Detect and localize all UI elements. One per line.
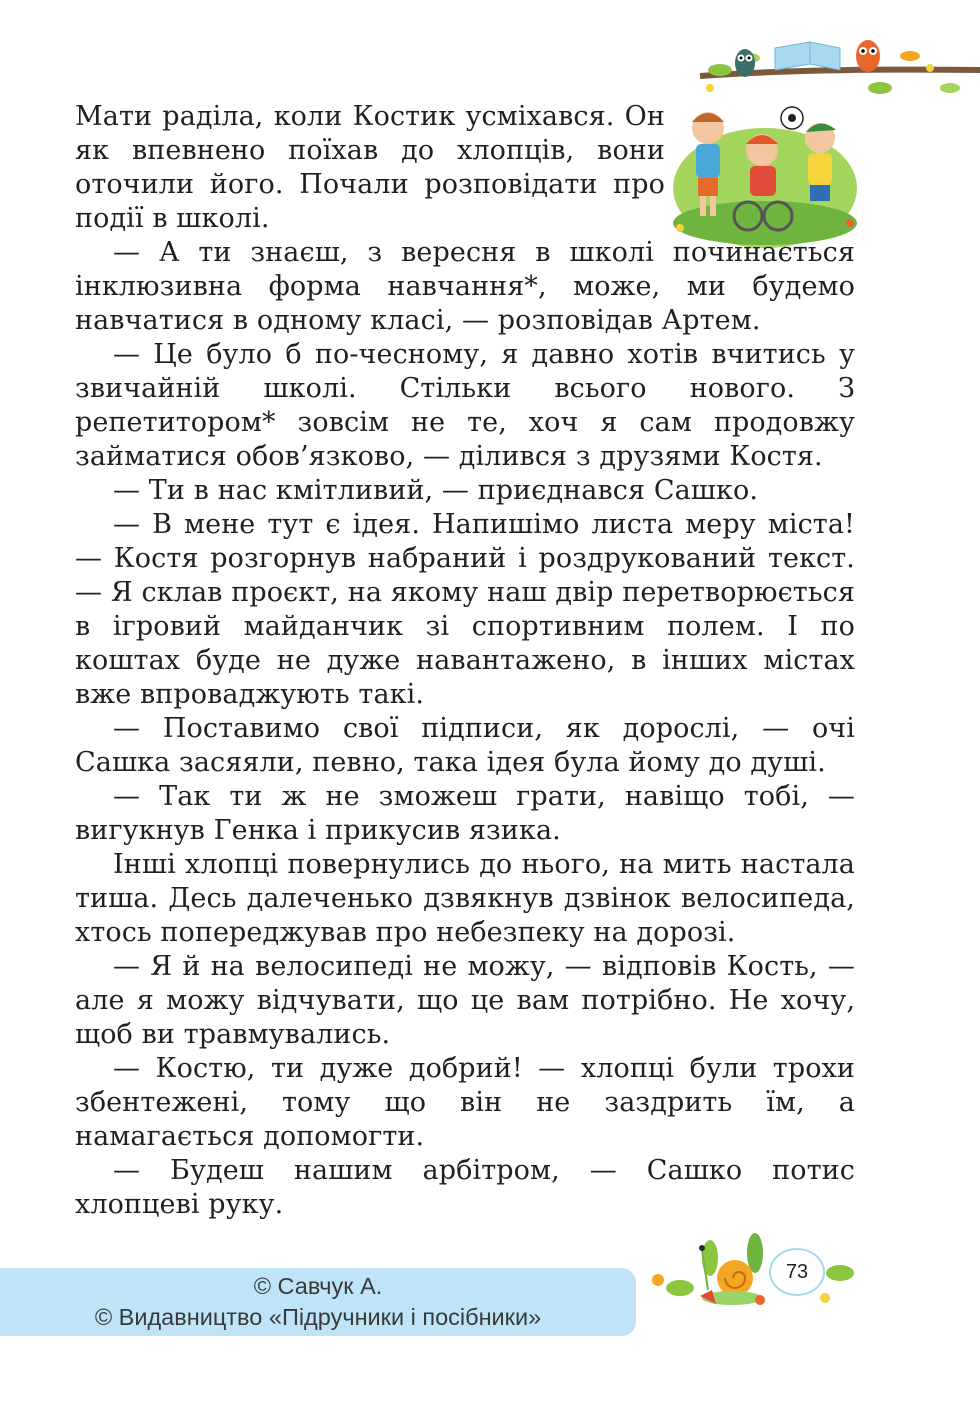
paragraph: — Так ти ж не зможеш грати, навіщо тобі, — вигукнув Генка і прикусив язика. [75,781,855,846]
paragraph: — Я й на велосипеді не можу, — відповів Кость, — але я можу відчувати, що це вам потрібно. Не хочу, щоб ви травмувались. [75,951,855,1050]
paragraph: — А ти знаєш, з вересня в школі починається інклюзивна форма навчання*, може, ми будемо навчатися в одному класі, — розповідав Артем. [75,237,855,336]
story-text [75,100,855,1222]
copyright-publisher: © Видавництво «Підручники і посібники» [94,1304,542,1330]
paragraph: — Це було б по-чесному, я давно хотів вчитись у звичайній школі. Стільки всього нового. З репетитором* зовсім не те, хоч я сам продовжу займатися обов’язково, — ділився з друзями Костя. [75,339,855,472]
copyright-banner [0,1268,636,1336]
paragraph: — В мене тут є ідея. Напишімо листа меру міста! — Костя розгорнув набраний і роздрукований текст. — Я склав проєкт, на якому наш двір перетворюється в ігровий майданчик зі спортивним полем. І по коштах буде не дуже навантажено, в інших містах вже впроваджують такі. [75,509,855,710]
snail-flowers-icon [640,1228,860,1323]
paragraph: Інші хлопці повернулись до нього, на мить настала тиша. Десь далеченько дзвякнув дзвінок велосипеда, хтось попереджував про небезпеку на дорозі. [75,849,855,948]
paragraph: Мати раділа, коли Костик усміхався. Он як впевнено поїхав до хлопців, вони оточили його. Почали розповідати про події в школі. [75,101,665,234]
paragraph: — Костю, ти дуже добрий! — хлопці були трохи збентежені, тому що він не заздрить їм, а намагається допомогти. [75,1053,855,1152]
copyright-author: © Савчук А. [253,1273,383,1299]
paragraph: — Ти в нас кмітливий, — приєднався Сашко. [113,475,759,506]
page-number: 73 [769,1248,825,1296]
paragraph: — Будеш нашим арбітром, — Сашко потис хлопцеві руку. [75,1155,855,1220]
paragraph: — Поставимо свої підписи, як дорослі, — очі Сашка засяяли, певно, така ідея була йому до душі. [75,713,855,778]
